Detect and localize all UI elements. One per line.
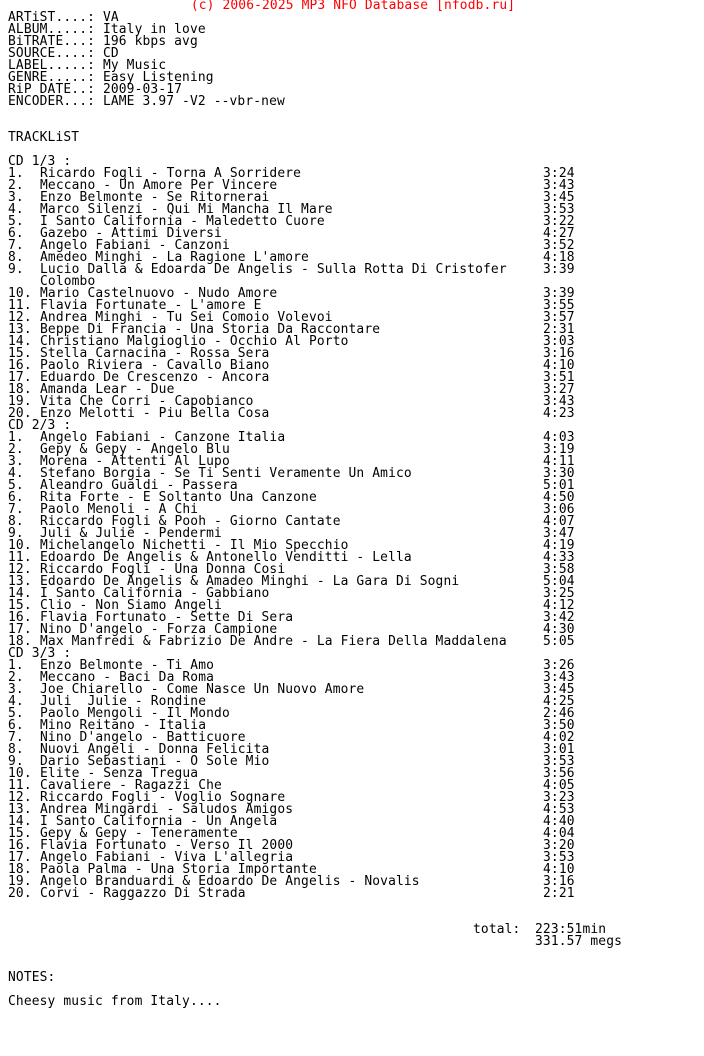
- track-time: 3:19: [543, 442, 575, 457]
- track-number: 20.: [8, 406, 32, 421]
- track-number: 9.: [8, 754, 24, 769]
- track-title: Morena - Attenti Al Lupo: [40, 454, 230, 469]
- track-number: 3.: [8, 454, 24, 469]
- track-time: 5:01: [543, 478, 575, 493]
- info-key: LABEL.....:: [8, 58, 96, 73]
- track-time: 4:18: [543, 250, 575, 265]
- track-time: 3:47: [543, 526, 575, 541]
- total-size-row: [8, 936, 698, 948]
- track-number: 10.: [8, 538, 32, 553]
- info-value: LAME 3.97 -V2 --vbr-new: [102, 94, 285, 109]
- track-time: 4:02: [543, 730, 575, 745]
- track-number: 2.: [8, 178, 24, 193]
- track-title: Edoardo De Angelis & Amadeo Minghi - La Gara Di Sogni: [40, 574, 460, 589]
- track-title: Amedeo Minghi - La Ragione L'amore: [40, 250, 309, 265]
- track-title: Christiano Malgioglio - Occhio Al Porto: [40, 334, 349, 349]
- track-time: 3:16: [543, 346, 575, 361]
- track-row: [8, 264, 698, 288]
- spacer: [8, 108, 698, 120]
- track-time: 3:58: [543, 562, 575, 577]
- track-number: 10.: [8, 286, 32, 301]
- track-number: 12.: [8, 790, 32, 805]
- track-number: 1.: [8, 658, 24, 673]
- track-number: 9.: [8, 262, 24, 277]
- track-number: 13.: [8, 322, 32, 337]
- track-number: 4.: [8, 466, 24, 481]
- track-time: 3:55: [543, 298, 575, 313]
- track-time: 4:53: [543, 802, 575, 817]
- track-number: 16.: [8, 838, 32, 853]
- track-title: Flavia Fortunate - L'amore E: [40, 298, 262, 313]
- track-title: Elite - Senza Tregua: [40, 766, 199, 781]
- track-row: [8, 636, 698, 648]
- track-title: Meccano - Baci Da Roma: [40, 670, 215, 685]
- track-time: 4:40: [543, 814, 575, 829]
- track-time: 4:10: [543, 862, 575, 877]
- track-title: Corvi - Raggazzo Di Strada: [40, 886, 246, 901]
- track-number: 16.: [8, 610, 32, 625]
- track-time: 4:11: [543, 454, 575, 469]
- track-title: Mino Reitano - Italia: [40, 718, 207, 733]
- track-number: 12.: [8, 562, 32, 577]
- track-title: Andrea Mingardi - Saludos Amigos: [40, 802, 294, 817]
- track-title: Clio - Non Siamo Angeli: [40, 598, 222, 613]
- notes-text: Cheesy music from Italy....: [8, 994, 222, 1009]
- track-number: 1.: [8, 430, 24, 445]
- track-time: 3:42: [543, 610, 575, 625]
- track-title: I Santo California - Gabbiano: [40, 586, 270, 601]
- track-time: 3:22: [543, 214, 575, 229]
- track-number: 8.: [8, 514, 24, 529]
- track-number: 5.: [8, 706, 24, 721]
- track-time: 4:05: [543, 778, 575, 793]
- track-title: Juli Julie - Rondine: [40, 694, 207, 709]
- track-time: 3:51: [543, 370, 575, 385]
- info-line: [8, 96, 698, 108]
- track-title: Edoardo De Angelis & Antonello Venditti - Lella: [40, 550, 412, 565]
- track-title: Meccano - Un Amore Per Vincere: [40, 178, 278, 193]
- track-title: Angelo Branduardi & Edoardo De Angelis - Novalis: [40, 874, 420, 889]
- track-title: Marco Silenzi - Qui Mi Mancha Il Mare: [40, 202, 333, 217]
- track-title: Flavia Fortunato - Sette Di Sera: [40, 610, 294, 625]
- track-row: [8, 408, 698, 420]
- info-value: VA: [102, 10, 119, 25]
- track-title: Andrea Minghi - Tu Sei Comoio Volevoi: [40, 310, 333, 325]
- track-time: 3:45: [543, 190, 575, 205]
- track-time: 3:16: [543, 874, 575, 889]
- track-time: 3:30: [543, 466, 575, 481]
- track-time: 4:25: [543, 694, 575, 709]
- cd-label: CD 3/3 :: [8, 646, 72, 661]
- track-time: 3:57: [543, 310, 575, 325]
- track-time: 3:26: [543, 658, 575, 673]
- info-key: RiP DATE..:: [8, 82, 96, 97]
- track-number: 16.: [8, 358, 32, 373]
- info-key: BiTRATE...:: [8, 34, 96, 49]
- track-title: Riccardo Fogli & Pooh - Giorno Cantate: [40, 514, 341, 529]
- tracklist-heading: TRACKLiST: [8, 130, 80, 145]
- track-number: 4.: [8, 202, 24, 217]
- track-number: 8.: [8, 742, 24, 757]
- track-number: 14.: [8, 334, 32, 349]
- cd-label: CD 1/3 :: [8, 154, 72, 169]
- track-title: Eduardo De Crescenzo - Ancora: [40, 370, 270, 385]
- track-time: 3:53: [543, 202, 575, 217]
- track-time: 3:43: [543, 178, 575, 193]
- track-number: 14.: [8, 586, 32, 601]
- track-title: Gepy & Gepy - Angelo Blu: [40, 442, 230, 457]
- info-value: CD: [102, 46, 119, 61]
- track-time: 2:31: [543, 322, 575, 337]
- track-number: 8.: [8, 250, 24, 265]
- track-number: 17.: [8, 370, 32, 385]
- track-number: 19.: [8, 394, 32, 409]
- track-title: Paolo Riviera - Cavallo Biano: [40, 358, 270, 373]
- track-number: 7.: [8, 238, 24, 253]
- track-time: 2:21: [543, 886, 575, 901]
- total-label: total:: [473, 922, 521, 937]
- track-number: 6.: [8, 226, 24, 241]
- track-time: 4:23: [543, 406, 575, 421]
- track-time: 5:04: [543, 574, 575, 589]
- track-number: 14.: [8, 814, 32, 829]
- track-title: Aleandro Gualdi - Passera: [40, 478, 238, 493]
- track-title: I Santo California - Un Angela: [40, 814, 278, 829]
- spacer: [8, 120, 698, 132]
- track-title: Angelo Fabiani - Canzoni: [40, 238, 230, 253]
- track-time: 3:45: [543, 682, 575, 697]
- track-number: 9.: [8, 526, 24, 541]
- info-key: SOURCE....:: [8, 46, 96, 61]
- track-number: 7.: [8, 502, 24, 517]
- track-number: 4.: [8, 694, 24, 709]
- track-title: Angelo Fabiani - Viva L'allegria: [40, 850, 294, 865]
- track-number: 15.: [8, 826, 32, 841]
- track-title: Cavaliere - Ragazzi Che: [40, 778, 222, 793]
- track-title: Max Manfredi & Fabrizio De Andre - La Fiera Della Maddalena: [40, 634, 507, 649]
- track-time: 3:25: [543, 586, 575, 601]
- track-title: Nuovi Angeli - Donna Felicita: [40, 742, 270, 757]
- track-title: Ricardo Fogli - Torna A Sorridere: [40, 166, 302, 181]
- track-number: 17.: [8, 850, 32, 865]
- track-time: 3:24: [543, 166, 575, 181]
- track-number: 10.: [8, 766, 32, 781]
- nfodb-banner: (c) 2006-2025 MP3 NFO Database [nfodb.ru]: [190, 0, 516, 13]
- spacer: [8, 900, 698, 912]
- track-title: Stefano Borgia - Se Ti Senti Veramente Un Amico: [40, 466, 412, 481]
- spacer: [8, 948, 698, 960]
- track-number: 11.: [8, 550, 32, 565]
- info-value: Italy in love: [102, 22, 206, 37]
- track-number: 13.: [8, 574, 32, 589]
- track-time: 3:01: [543, 742, 575, 757]
- info-key: GENRE.....:: [8, 70, 96, 85]
- track-title: Enzo Belmonte - Se Ritornerai: [40, 190, 270, 205]
- track-number: 17.: [8, 622, 32, 637]
- track-number: 6.: [8, 490, 24, 505]
- track-number: 13.: [8, 802, 32, 817]
- track-time: 3:50: [543, 718, 575, 733]
- track-number: 3.: [8, 682, 24, 697]
- track-time: 3:39: [543, 262, 575, 277]
- track-title: Vita Che Corri - Capobianco: [40, 394, 254, 409]
- track-title: Dario Sebastiani - O Sole Mio: [40, 754, 270, 769]
- track-number: 19.: [8, 874, 32, 889]
- track-title: Beppe Di Francia - Una Storia Da Raccontare: [40, 322, 381, 337]
- info-value: 2009-03-17: [102, 82, 183, 97]
- track-time: 4:12: [543, 598, 575, 613]
- track-title: Riccardo Fogli - Voglio Sognare: [40, 790, 286, 805]
- track-title: Michelangelo Nichetti - Il Mio Specchio: [40, 538, 349, 553]
- track-title: Nino D'angelo - Forza Campione: [40, 622, 278, 637]
- track-number: 20.: [8, 886, 32, 901]
- track-time: 4:19: [543, 538, 575, 553]
- cd-label: CD 2/3 :: [8, 418, 72, 433]
- track-title: I Santo California - Maledetto Cuore: [40, 214, 325, 229]
- track-number: 15.: [8, 598, 32, 613]
- track-title: Angelo Fabiani - Canzone Italia: [40, 430, 286, 445]
- track-title: Mario Castelnuovo - Nudo Amore: [40, 286, 278, 301]
- track-number: 2.: [8, 670, 24, 685]
- track-number: 2.: [8, 442, 24, 457]
- track-number: 11.: [8, 778, 32, 793]
- track-title: Gepy & Gepy - Teneramente: [40, 826, 238, 841]
- info-key: ALBUM.....:: [8, 22, 96, 37]
- track-time: 3:03: [543, 334, 575, 349]
- track-time: 3:53: [543, 850, 575, 865]
- track-time: 4:50: [543, 490, 575, 505]
- track-time: 5:05: [543, 634, 575, 649]
- info-key: ENCODER...:: [8, 94, 96, 109]
- track-time: 3:43: [543, 670, 575, 685]
- track-title: Nino D'angelo - Batticuore: [40, 730, 246, 745]
- track-time: 3:43: [543, 394, 575, 409]
- info-key: ARTiST....:: [8, 10, 96, 25]
- track-time: 4:10: [543, 358, 575, 373]
- track-time: 4:07: [543, 514, 575, 529]
- track-title: Paolo Menoli - A Chi: [40, 502, 199, 517]
- info-value: Easy Listening: [102, 70, 214, 85]
- track-title: Enzo Belmonte - Ti Amo: [40, 658, 215, 673]
- track-number: 5.: [8, 478, 24, 493]
- track-number: 1.: [8, 166, 24, 181]
- track-title: Rita Forte - E Soltanto Una Canzone: [40, 490, 317, 505]
- spacer: [8, 960, 698, 972]
- track-title: Juli & Julie - Pendermi: [40, 526, 222, 541]
- track-title: Paolo Mengoli - Il Mondo: [40, 706, 230, 721]
- track-number: 7.: [8, 730, 24, 745]
- spacer: [8, 144, 698, 156]
- track-time: 3:56: [543, 766, 575, 781]
- track-time: 4:27: [543, 226, 575, 241]
- track-title: Joe Chiarello - Come Nasce Un Nuovo Amore: [40, 682, 365, 697]
- track-row: [8, 888, 698, 900]
- track-title: Amanda Lear - Due: [40, 382, 175, 397]
- track-time: 4:03: [543, 430, 575, 445]
- info-value: My Music: [102, 58, 167, 73]
- track-time: 4:04: [543, 826, 575, 841]
- track-number: 15.: [8, 346, 32, 361]
- track-number: 12.: [8, 310, 32, 325]
- track-number: 6.: [8, 718, 24, 733]
- nfo-document: [8, 0, 698, 1008]
- track-title-continued: Colombo: [40, 274, 96, 289]
- total-time: 223:51min: [535, 922, 607, 937]
- track-time: 3:06: [543, 502, 575, 517]
- track-number: 18.: [8, 382, 32, 397]
- info-value: 196 kbps avg: [102, 34, 198, 49]
- track-number: 11.: [8, 298, 32, 313]
- track-title: Enzo Melotti - Piu Bella Cosa: [40, 406, 270, 421]
- track-time: 3:23: [543, 790, 575, 805]
- track-number: 18.: [8, 862, 32, 877]
- track-time: 3:20: [543, 838, 575, 853]
- release-info: [8, 12, 698, 108]
- notes-heading: NOTES:: [8, 970, 56, 985]
- track-title: Stella Carnacina - Rossa Sera: [40, 346, 270, 361]
- track-time: 2:46: [543, 706, 575, 721]
- total-size: 331.57 megs: [535, 934, 623, 949]
- track-time: 4:30: [543, 622, 575, 637]
- track-time: 3:27: [543, 382, 575, 397]
- track-number: 5.: [8, 214, 24, 229]
- tracklist: [8, 156, 698, 900]
- track-time: 3:53: [543, 754, 575, 769]
- track-time: 3:52: [543, 238, 575, 253]
- track-time: 3:39: [543, 286, 575, 301]
- track-number: 18.: [8, 634, 32, 649]
- track-title: Riccardo Fogli - Una Donna Cosi: [40, 562, 286, 577]
- track-title: Flavia Fortunato - Verso Il 2000: [40, 838, 294, 853]
- track-title: Paola Palma - Una Storia Importante: [40, 862, 317, 877]
- track-title: Gazebo - Attimi Diversi: [40, 226, 222, 241]
- track-number: 3.: [8, 190, 24, 205]
- track-title: Lucio Dalla & Edoarda De Angelis - Sulla Rotta Di Cristofer: [40, 262, 507, 277]
- track-time: 4:33: [543, 550, 575, 565]
